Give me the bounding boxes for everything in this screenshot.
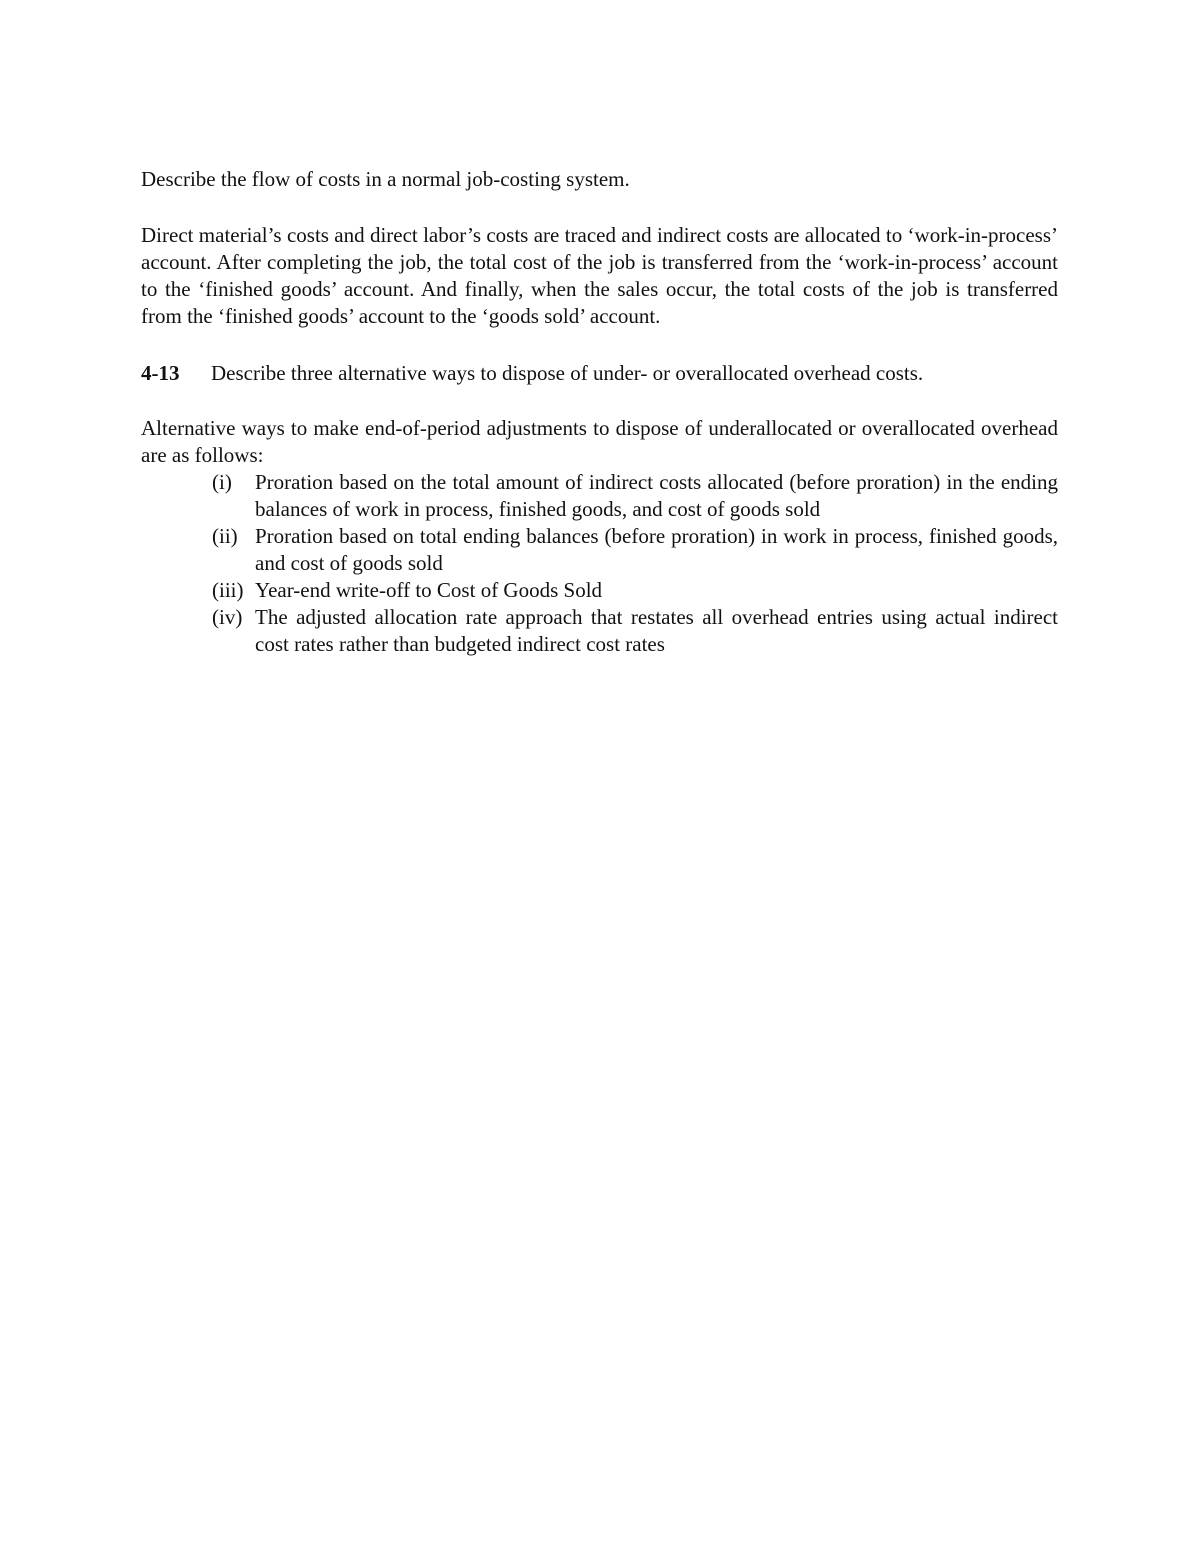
list-item-text: Proration based on total ending balances (before proration) in work in process, finished goods, and cost of goods sold: [255, 524, 1058, 575]
list-item-marker: (i): [212, 470, 232, 494]
list-item-text: The adjusted allocation rate approach that restates all overhead entries using actual indirect cost rates rather than budgeted indirect cost rates: [255, 605, 1058, 656]
list-item-text: Year-end write-off to Cost of Goods Sold: [255, 578, 603, 602]
list-item: [212, 577, 1058, 604]
list-item: [212, 523, 1058, 577]
list-item: [212, 604, 1058, 658]
list-item-marker: (iv): [212, 605, 243, 629]
question-1: Describe the flow of costs in a normal job-costing system.: [141, 167, 630, 191]
question-2: [141, 360, 1058, 387]
question-2-number: 4-13: [141, 361, 180, 385]
answer-1: Direct material’s costs and direct labor’s costs are traced and indirect costs are allocated to ‘work-in-process’ account. After completing the job, the total cost of the job is transferred from the ‘work-in-process’ account to the ‘finished goods’ account. And finally, when the sales occur, the total costs of the job is transferred from the ‘finished goods’ account to the ‘goods sold’ account.: [141, 223, 1058, 328]
list-item-text: Proration based on the total amount of indirect costs allocated (before proration) in the ending balances of work in process, finished goods, and cost of goods sold: [255, 470, 1058, 521]
answer-2-intro: Alternative ways to make end-of-period adjustments to dispose of underallocated or overallocated overhead are as follows:: [141, 416, 1058, 467]
list-item-marker: (iii): [212, 578, 244, 602]
question-2-text: Describe three alternative ways to dispose of under- or overallocated overhead costs.: [211, 361, 924, 385]
list-item-marker: (ii): [212, 524, 238, 548]
document-page: [141, 166, 1058, 658]
list-item: [212, 469, 1058, 523]
disposal-methods-list: [141, 469, 1058, 658]
